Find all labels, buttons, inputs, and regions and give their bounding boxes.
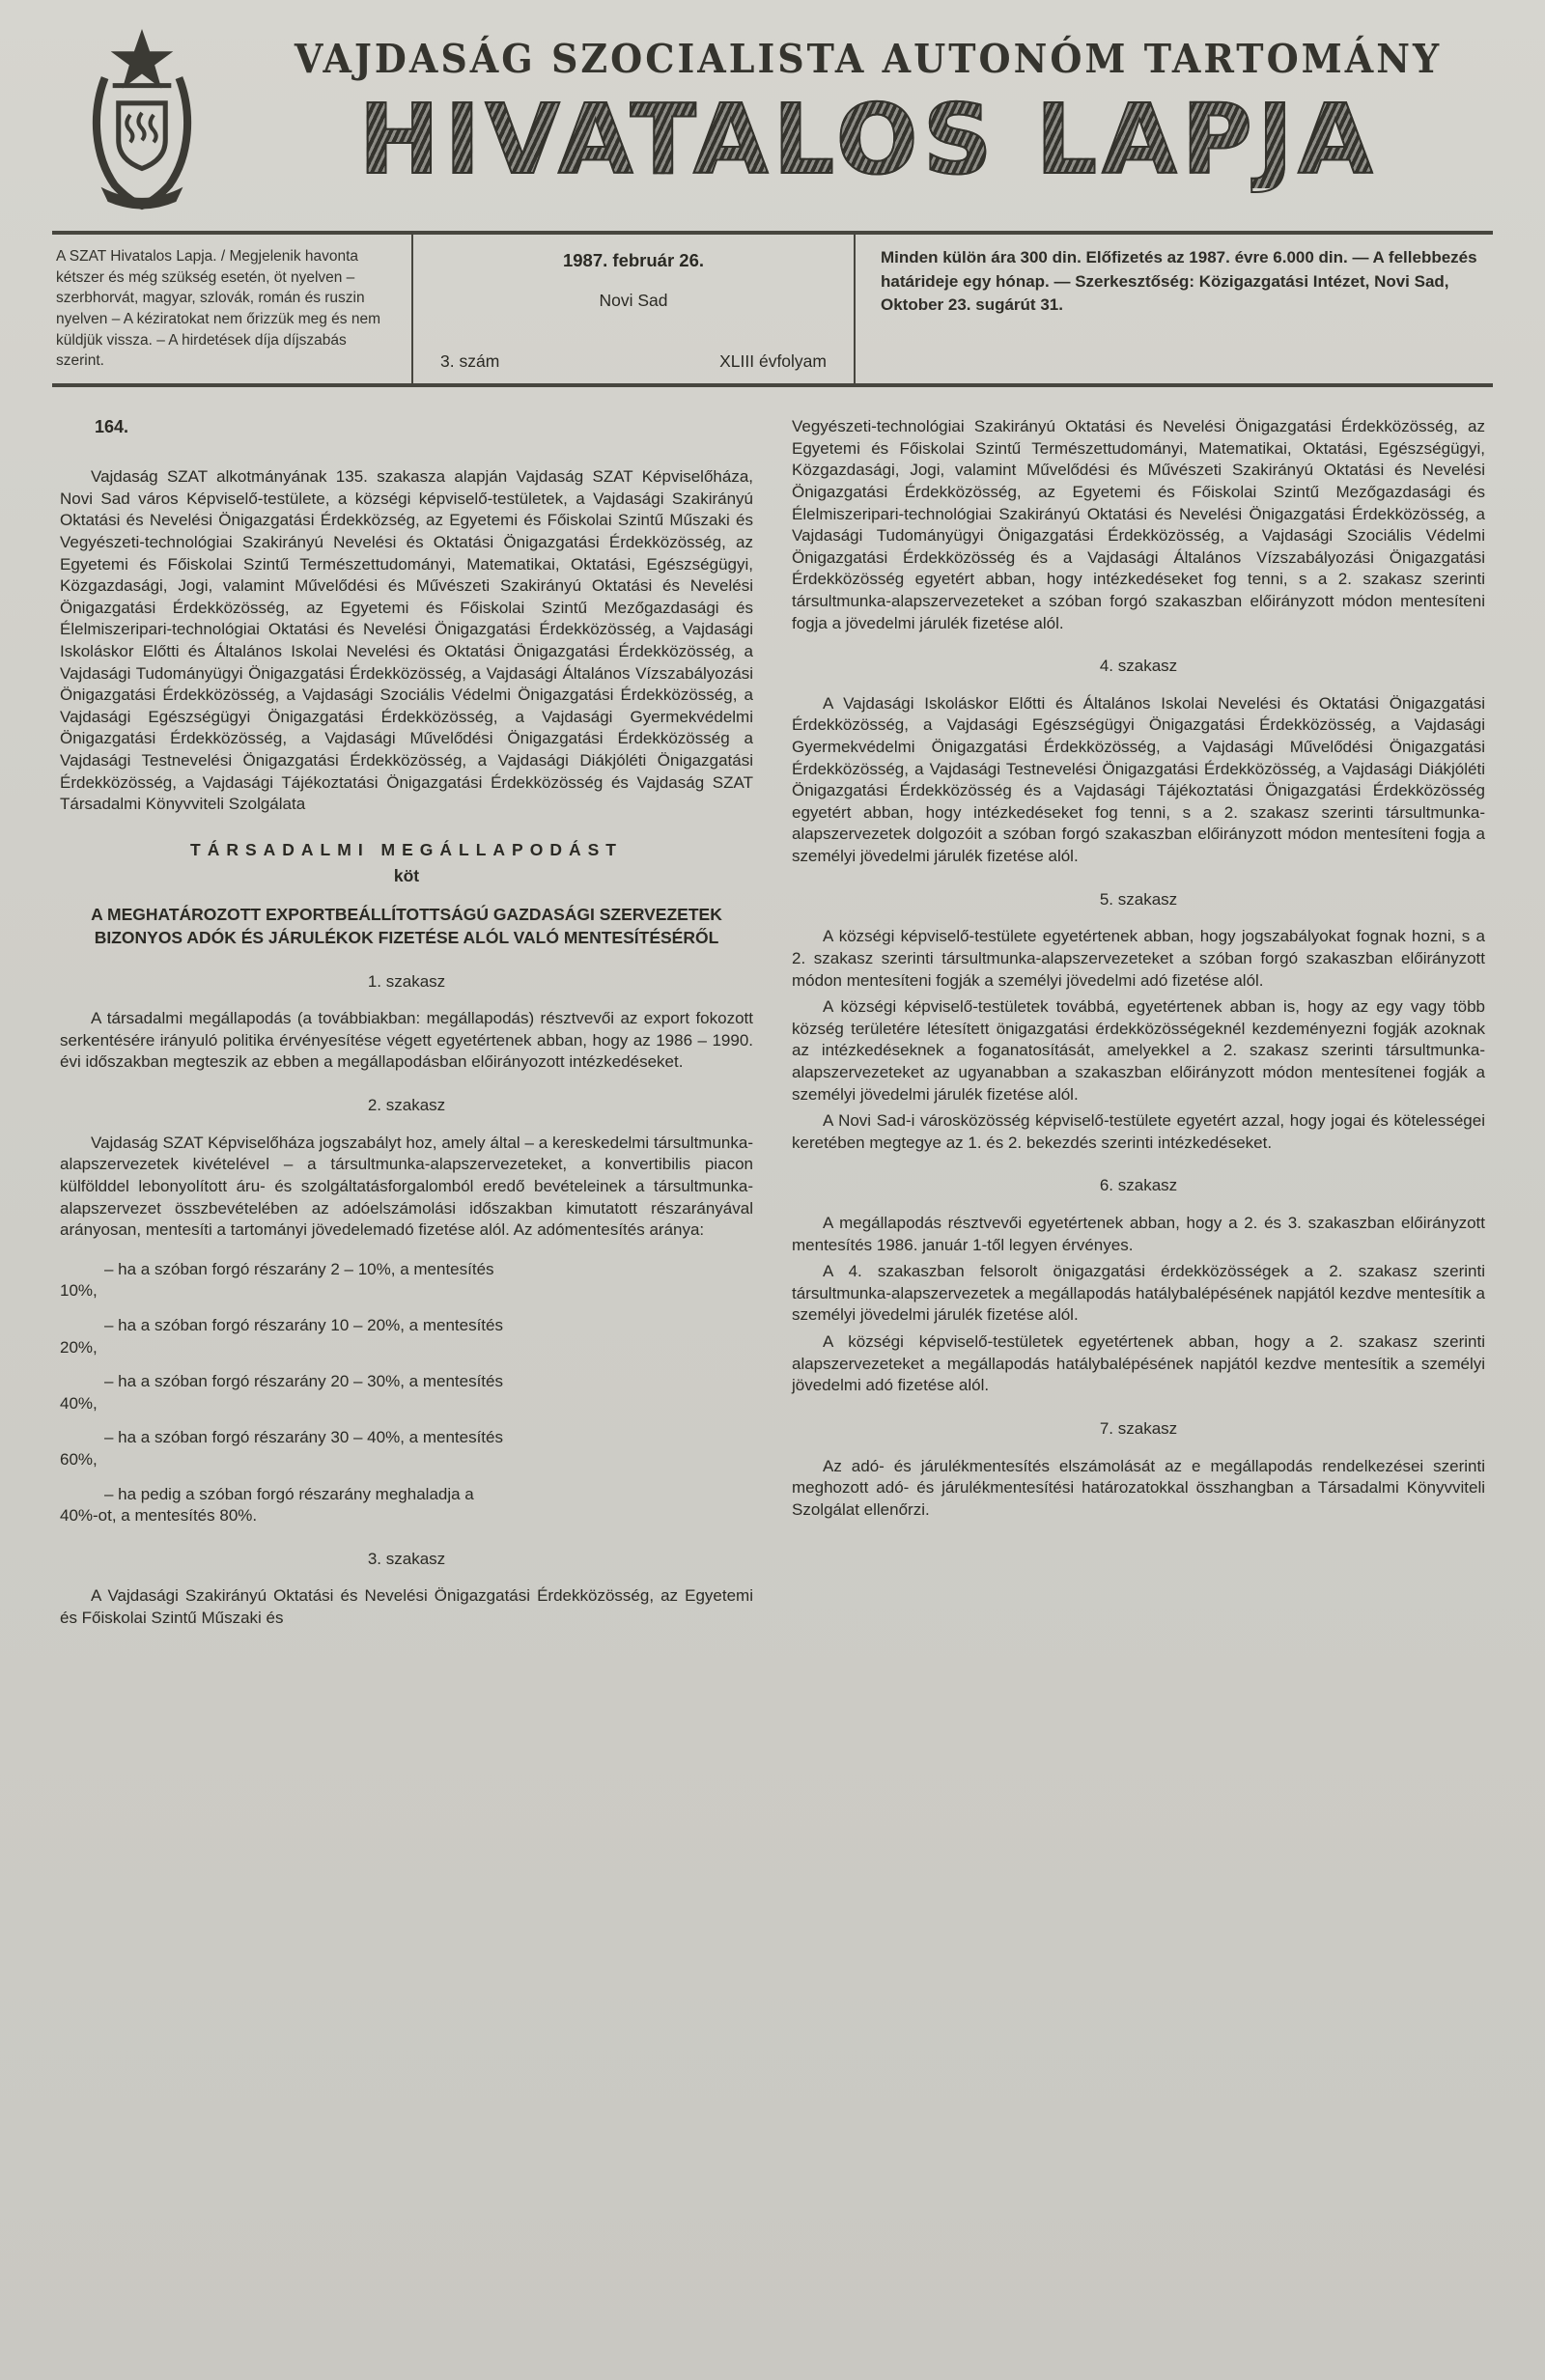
province-title: VAJDASÁG SZOCIALISTA AUTONÓM TARTOMÁNY (294, 35, 1443, 82)
section-5-paragraph-2: A községi képviselő-testületek továbbá, egyetértenek abban is, hogy az egy vagy több község területére létesített önigazgatási érdekközösségeknél kezdeményezni fogják azoknak az intézkedéseknek a foganatosítását, amelyekkel a 2. szakasz szerinti társultmunka-alapszervezeteket az ugyanabban a szakaszban előirányzott módon mentesítenei fogják a személyi jövedelmi járulék fizetése alól. (792, 997, 1485, 1104)
section-4-title: 4. szakasz (1099, 657, 1178, 676)
section-5-paragraph-1: A községi képviselő-testülete egyetértenek abban, hogy jogszabályokat fognak hozni, s a 2. szakasz szerinti társultmunka-alapszervezeteket a szóban forgó szakaszban előirányzott módon mentesíteni fogják a személyi jövedelmi adó fizetése alól. (792, 927, 1485, 990)
list-item-rate: 60%, (60, 1449, 98, 1469)
price-and-editorial-info: Minden külön ára 300 din. Előfizetés az 1987. évre 6.000 din. — A fellebbezés határideje egy hónap. — Szerkesztőség: Közigazgatási Intézet, Novi Sad, Oktober 23. sugárút 31. (881, 248, 1477, 315)
left-column (60, 416, 753, 1635)
section-6-paragraph-2: A 4. szakaszban felsorolt önigazgatási érdekközösségek a 2. szakasz szerinti társultmunka-alapszervezetek a megállapodás hatálybalépésének napjától kezdve mentesítik a személyi jövedelmi járulék fizetése alól. (792, 1262, 1485, 1325)
section-1-title: 1. szakasz (367, 971, 446, 991)
section-7-title: 7. szakasz (1099, 1418, 1178, 1438)
list-item-condition: – ha a szóban forgó részarány 20 – 30%, a mentesítés (104, 1372, 503, 1391)
article-body (52, 387, 1493, 1635)
issue-number: 3. szám (440, 351, 500, 372)
coat-of-arms-icon (70, 27, 214, 212)
issue-city: Novi Sad (599, 291, 668, 310)
section-3-paragraph: A Vajdasági Szakirányú Oktatási és Nevelési Önigazgatási Érdekközösség, az Egyetemi és Főiskolai Szintű Műszaki és (60, 1586, 753, 1628)
coat-of-arms-emblem (52, 19, 243, 217)
section-5-title: 5. szakasz (1099, 889, 1178, 909)
agreement-heading: TÁRSADALMI MEGÁLLAPODÁST (190, 839, 623, 859)
list-item (60, 1484, 753, 1527)
list-item-condition: – ha pedig a szóban forgó részarány meghaladja a (104, 1484, 474, 1503)
section-6-paragraph-3: A községi képviselő-testületek egyetértenek abban, hogy a 2. szakasz szerinti alapszervezeteket a megállapodás hatálybalépésének napjától kezdve mentesítik a személyi jövedelmi adó fizetése alól. (792, 1332, 1485, 1395)
section-4-paragraph: A Vajdasági Iskoláskor Előtti és Általános Iskolai Nevelési és Oktatási Önigazgatási Érdekközösség, a Vajdasági Egészségügyi Önigazgatási Érdekközösség, a Vajdasági Gyermekvédelmi Önigazgatási Érdekközösség, a Vajdasági Művelődési Önigazgatási Érdekközösség, a Vajdasági Testnevelési Önigazgatási Érdekközösség, a Vajdasági Diákjóléti Önigazgatási Érdekközösség és a Vajdasági Tájékoztatási Önigazgatási Érdekközösség egyetért abban, hogy intézkedéseket fog tenni, s a 2. szakasz szerinti társultmunka-alapszervezetek dolgozóit a szóban forgó szakaszban előirányzott módon mentesíteni fogja a személyi jövedelmi járulék fizetése alól. (792, 693, 1485, 866)
list-item-rate: 40%-ot, a mentesítés 80%. (60, 1506, 258, 1526)
issue-number-row (440, 328, 827, 372)
publication-info: A SZAT Hivatalos Lapja. / Megjelenik havonta kétszer és még szükség esetén, öt nyelven – szerbhorvát, magyar, szlovák, román és ruszin nyelven – A kéziratokat nem őrizzük meg és nem küldjük vissza. – A hirdetések díja díjszabás szerint. (56, 248, 380, 370)
intro-paragraph: Vajdaság SZAT alkotmányának 135. szakasza alapján Vajdaság SZAT Képviselőháza, Novi Sad város Képviselő-testülete, a községi képviselő-testületek, a Vajdasági Szakirányú Oktatási és Nevelési Önigazgatási Érdekközség, az Egyetemi és Főiskolai Szintű Műszaki és Vegyészeti-technológiai Szakirányú Nevelési és Oktatási Önigazgatási Érdekközösség, az Egyetemi és Főiskolai Szintű Természettudományi, Matematikai, Oktatási, Egészségügyi, Közgazdasági, Jogi, valamint Művelődési és Művészeti Szakirányú Oktatási és Nevelési Önigazgatási Érdekközösség, az Egyetemi és Főiskolai Szintű Mezőgazdasági és Élelmiszeripari-technológiai Oktatási és Nevelési Önigazgatási Érdekközösség, a Vajdasági Iskoláskor Előtti és Általános Iskolai Nevelési és Oktatási Önigazgatási Érdekközösség, a Vajdasági Tudományügyi Önigazgatási Érdekközösség, a Vajdasági Általános Vízszabályozási Önigazgatási Érdekközösség, a Vajdasági Szociális Védelmi Önigazgatási Érdekközösség, a Vajdasági Egészségügyi Önigazgatási Érdekközösség, a Vajdasági Gyermekvédelmi Önigazgatási Érdekközösség, a Vajdasági Művelődési Önigazgatási Érdekközösség a Vajdasági Testnevelési Önigazgatási Érdekközösség, a Vajdasági Diákjóléti Önigazgatási Érdekközösség, a Vajdasági Tájékoztatási Önigazgatási Érdekközösség és Vajdaság SZAT Társadalmi Könyvviteli Szolgálata (60, 467, 753, 814)
section-6-paragraph-1: A megállapodás résztvevői egyetértenek abban, hogy a 2. és 3. szakaszban előirányzott mentesítés 1986. január 1-től legyen érvényes. (792, 1214, 1485, 1254)
right-column (792, 416, 1485, 1635)
masthead-info-band (52, 231, 1493, 387)
article-number: 164. (95, 417, 129, 437)
volume-label: XLIII évfolyam (719, 351, 827, 372)
list-item-rate: 40%, (60, 1393, 98, 1413)
section-2-paragraph: Vajdaság SZAT Képviselőháza jogszabályt hoz, amely által – a kereskedelmi társultmunka-alapszervezetek kivételével – a társultmunka-alapszervezeteket, a konvertibilis piacon külfölddel lebonyolított áru- és szolgáltatásforgalomból eredő bevételeinek a társultmunka-alapszervezet összbevételében az adóelszámolási időszakban kimutatott részarányával arányosan, mentesíti a tartományi jövedelemadó fizetése alól. Az adómentesítés aránya: (60, 1133, 753, 1240)
issue-info (411, 235, 856, 383)
section-2-title: 2. szakasz (367, 1096, 446, 1115)
masthead-titles (243, 19, 1493, 196)
list-item-condition: – ha a szóban forgó részarány 30 – 40%, a mentesítés (104, 1428, 503, 1447)
list-item (60, 1371, 753, 1414)
subject-heading: A MEGHATÁROZOTT EXPORTBEÁLLÍTOTTSÁGÚ GAZDASÁGI SZERVEZETEK BIZONYOS ADÓK ÉS JÁRULÉKOK FIZETÉSE ALÓL VALÓ MENTESÍTÉSÉRŐL (91, 905, 722, 948)
agreement-verb: köt (393, 866, 420, 886)
list-item-rate: 20%, (60, 1337, 98, 1357)
issue-date: 1987. február 26. (562, 250, 705, 270)
list-item-condition: – ha a szóban forgó részarány 10 – 20%, a mentesítés (104, 1315, 503, 1334)
section-3-continuation-paragraph: Vegyészeti-technológiai Szakirányú Oktatási és Nevelési Önigazgatási Érdekközösség, az Egyetemi és Főiskolai Szintű Természettudományi, Matematikai, Oktatási, Egészségügyi, Közgazdasági, Jogi, valamint Művelődési és Művészeti Szakirányú Oktatási és Nevelési Önigazgatási Érdekközösség, az Egyetemi és Főiskolai Szintű Mezőgazdasági és Élelmiszeripari-technológiai Szakirányú Oktatási és Nevelési Önigazgatási Érdekközösség, a Vajdasági Tudományügyi Önigazgatási Érdekközösség, a Vajdasági Szociális Védelmi Önigazgatási Érdekközösség és a Vajdasági Általános Vízszabályozási Önigazgatási Érdekközösség egyetért abban, hogy intézkedéseket fog tenni, s a 2. szakasz szerinti társultmunka-alapszervezeteket a szóban forgó szakaszban előirányzott módon mentesíteni fogja a jövedelmi járulék fizetése alól. (792, 417, 1485, 632)
section-3-title: 3. szakasz (367, 1549, 446, 1568)
list-item-condition: – ha a szóban forgó részarány 2 – 10%, a mentesítés (104, 1259, 494, 1278)
list-item-rate: 10%, (60, 1281, 98, 1301)
list-item (60, 1315, 753, 1358)
list-item (60, 1427, 753, 1470)
exemption-list (60, 1259, 753, 1527)
section-1-paragraph: A társadalmi megállapodás (a továbbiakban: megállapodás) résztvevői az export fokozott serkentésére irányuló politika érvényesítése végett egyetértenek abban, hogy az 1986 – 1990. évi időszakban megteszik az ebben a megállapodásban előirányozott intézkedéseket. (60, 1009, 753, 1072)
list-item (60, 1259, 753, 1302)
section-7-paragraph: Az adó- és járulékmentesítés elszámolását az e megállapodás rendelkezései szerinti meghozott adó- és járulékmentesítési határozatokkal összhangban a Társadalmi Könyvviteli Szolgálat ellenőrzi. (792, 1456, 1485, 1519)
gazette-title: HIVATALOS LAPJA (243, 92, 1493, 188)
masthead-header (52, 19, 1493, 217)
section-6-title: 6. szakasz (1099, 1176, 1178, 1195)
star-icon (111, 29, 174, 89)
section-5-paragraph-3: A Novi Sad-i városközösség képviselő-testülete egyetért azzal, hogy jogai és kötelességei keretében megtegye az 1. és 2. bekezdés szerinti intézkedéseket. (792, 1111, 1485, 1152)
